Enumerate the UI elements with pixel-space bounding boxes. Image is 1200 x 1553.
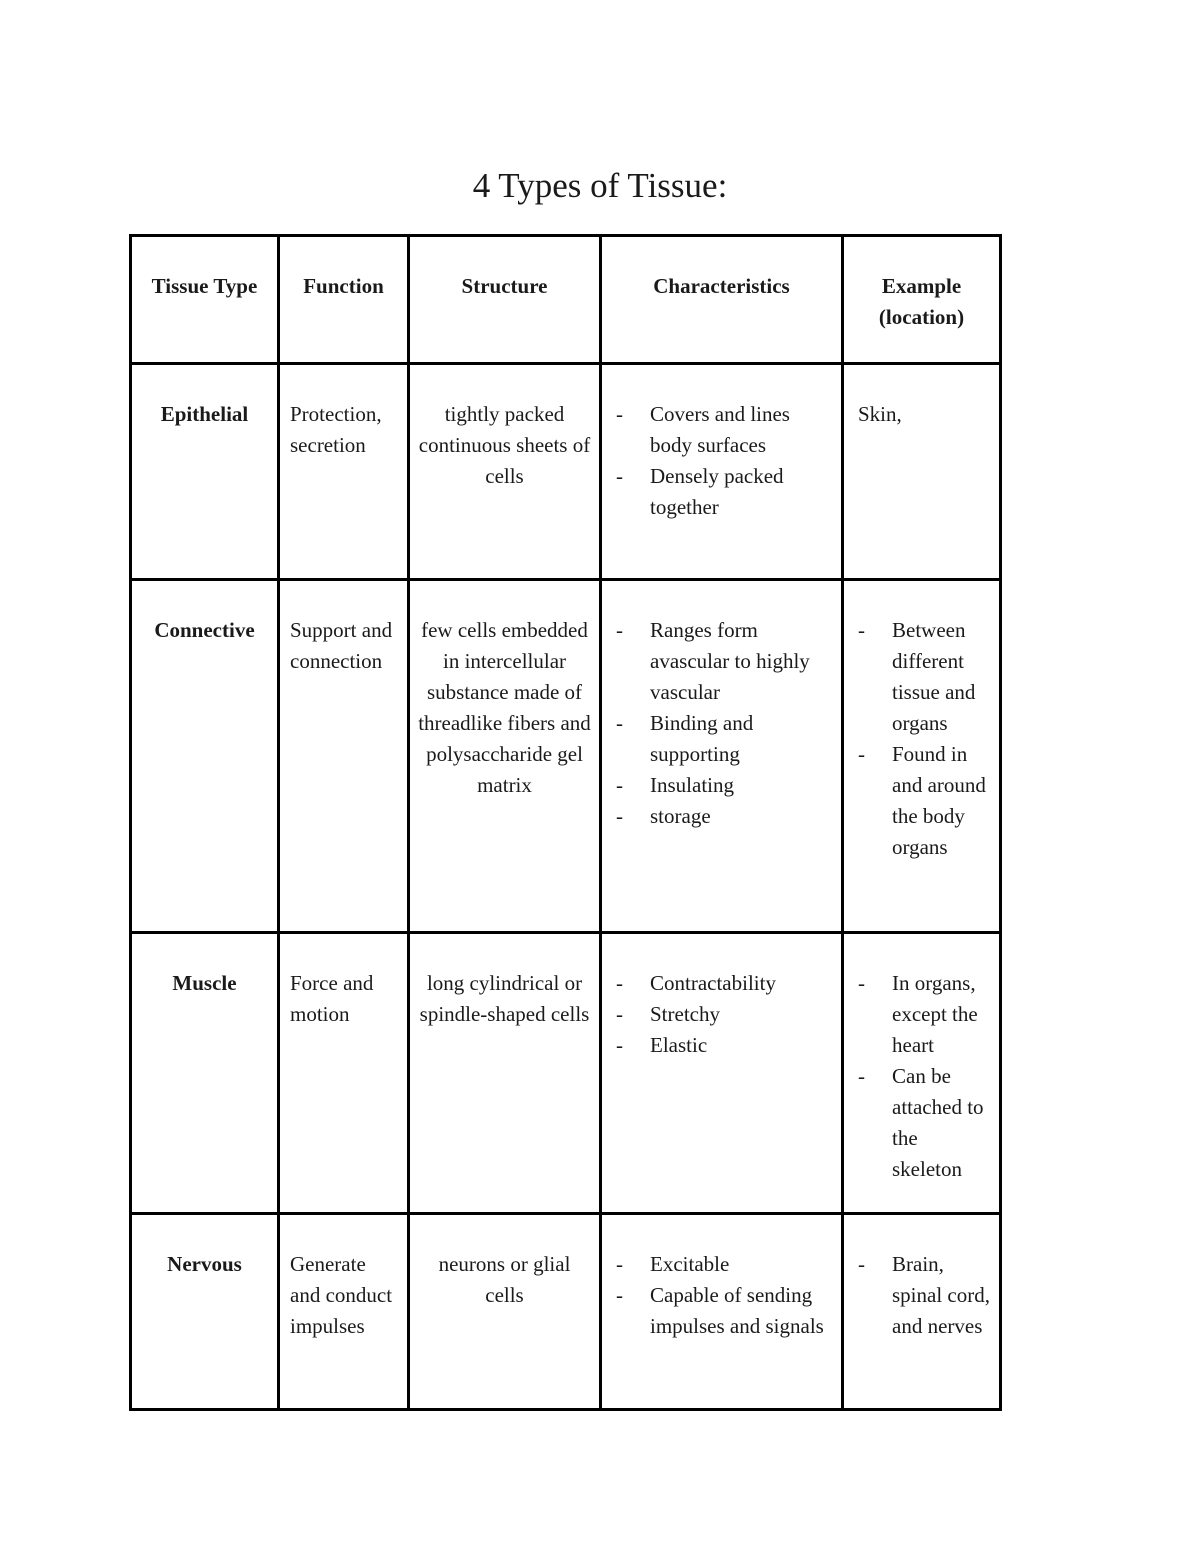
characteristics-list — [610, 399, 833, 523]
characteristics-cell — [601, 364, 843, 580]
list-item: - Densely packed together — [610, 461, 833, 523]
tissue-type-cell: Muscle — [131, 933, 279, 1214]
list-item: - Capable of sending impulses and signals — [610, 1280, 833, 1342]
structure-cell: tightly packed continuous sheets of cells — [409, 364, 601, 580]
function-cell: Protection, secretion — [279, 364, 409, 580]
list-item: - Can be attached to the skeleton — [852, 1061, 991, 1185]
examples-list — [852, 968, 991, 1185]
example-cell — [843, 1214, 1001, 1410]
structure-cell: long cylindrical or spindle-shaped cells — [409, 933, 601, 1214]
list-item: - storage — [610, 801, 833, 832]
function-cell: Support and connection — [279, 580, 409, 933]
examples-list — [852, 1249, 991, 1342]
characteristics-list — [610, 968, 833, 1061]
table-row-connective — [131, 580, 1001, 933]
list-item: - Excitable — [610, 1249, 833, 1280]
list-item: - Insulating — [610, 770, 833, 801]
structure-cell: neurons or glial cells — [409, 1214, 601, 1410]
function-cell: Generate and conduct impulses — [279, 1214, 409, 1410]
list-item: - Contractability — [610, 968, 833, 999]
tissue-type-cell: Nervous — [131, 1214, 279, 1410]
example-cell: Skin, — [843, 364, 1001, 580]
list-item: - Stretchy — [610, 999, 833, 1030]
example-cell — [843, 580, 1001, 933]
characteristics-cell — [601, 580, 843, 933]
page-title: 4 Types of Tissue: — [472, 166, 728, 205]
function-cell: Force and motion — [279, 933, 409, 1214]
characteristics-cell — [601, 1214, 843, 1410]
tissue-table — [129, 234, 1002, 1411]
header-characteristics: Characteristics — [601, 236, 843, 364]
table-row-muscle — [131, 933, 1001, 1214]
table-row-epithelial — [131, 364, 1001, 580]
structure-cell: few cells embedded in intercellular substance made of threadlike fibers and polysaccharide gel matrix — [409, 580, 601, 933]
characteristics-list — [610, 1249, 833, 1342]
header-structure: Structure — [409, 236, 601, 364]
list-item: - Elastic — [610, 1030, 833, 1061]
list-item: - Brain, spinal cord, and nerves — [852, 1249, 991, 1342]
tissue-type-cell: Epithelial — [131, 364, 279, 580]
example-cell — [843, 933, 1001, 1214]
header-tissue-type: Tissue Type — [131, 236, 279, 364]
header-function: Function — [279, 236, 409, 364]
list-item: - In organs, except the heart — [852, 968, 991, 1061]
list-item: - Found in and around the body organs — [852, 739, 991, 863]
header-row — [131, 236, 1001, 364]
examples-list — [852, 615, 991, 863]
list-item: - Between different tissue and organs — [852, 615, 991, 739]
header-example: Example (location) — [843, 236, 1001, 364]
tissue-type-cell: Connective — [131, 580, 279, 933]
characteristics-cell — [601, 933, 843, 1214]
characteristics-list — [610, 615, 833, 832]
table-row-nervous — [131, 1214, 1001, 1410]
list-item: - Binding and supporting — [610, 708, 833, 770]
list-item: - Covers and lines body surfaces — [610, 399, 833, 461]
list-item: - Ranges form avascular to highly vascular — [610, 615, 833, 708]
